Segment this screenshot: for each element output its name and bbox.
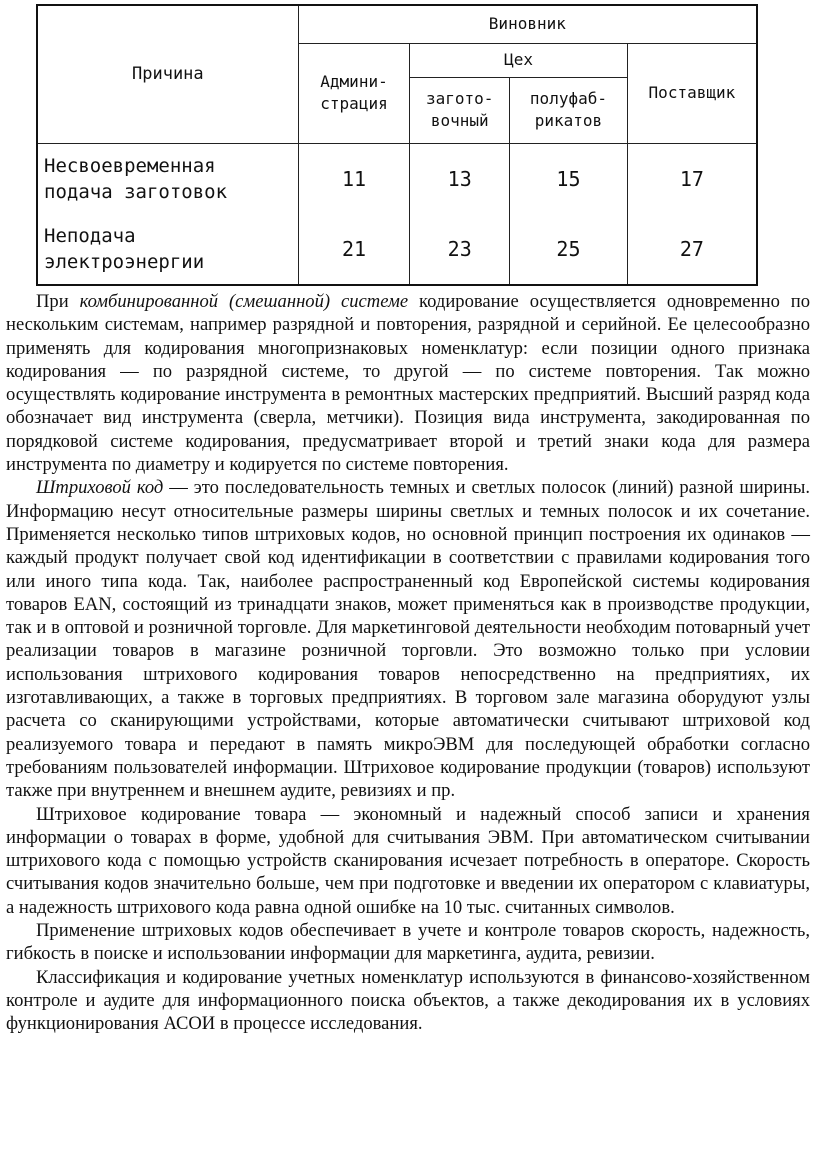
cell-admin: 11	[298, 143, 410, 214]
cell-admin: 21	[298, 214, 410, 285]
paragraph-text: — это последовательность темных и светлых полосок (линий) разной ширины. Информацию несут относительные размеры ширины светлых и темных полосок и их сочетание. Применяется несколько типов штриховых кодов, но основной принцип построения их одинаков — каждый продукт получает свой код идентификации в соответствии с правилами кодирования того или иного типа кода. Так, наиболее распространенный код Европейской системы кодирования товаров EAN, состоящий из тринадцати знаков, может применяться как в производстве продукции, так и в оптовой и розничной торговле. Для маркетинговой деятельности необходим потоварный учет реализации товаров в магазине розничной торговли. Это возможно только при условии использования штрихового кодирования товаров непосредственно на предприятиях, их изготавливающих, а также в торговых предприятиях. В торговом зале магазина оборудуют узлы расчета со сканирующими устройствами, которые автоматически считывают штриховой код реализуемого товара и передают в память микроЭВМ для последующей обработки согласно требованиям пользователей информации. Штриховое кодирование продукции (товаров) используют также при внутреннем и внешнем аудите, ревизиях и пр.	[6, 477, 810, 802]
culprit-table-container	[36, 4, 758, 286]
header-admin: Админи- страция	[298, 43, 410, 143]
paragraph-barcode-benefits: Применение штриховых кодов обеспечивает в учете и контроле товаров скорость, надежность, гибкость в поиске и использовании информации для маркетинга, аудита, ревизии.	[6, 920, 810, 965]
row-cause: Несвоевременная подача заготовок	[37, 143, 298, 214]
header-procurement: загото- вочный	[410, 77, 510, 143]
cell-semi: 15	[510, 143, 628, 214]
paragraph-combined-system	[6, 290, 810, 476]
header-cause: Причина	[37, 5, 298, 143]
body-text	[6, 290, 810, 1036]
table-row	[37, 214, 757, 285]
cell-procurement: 13	[410, 143, 510, 214]
paragraph-classification: Классификация и кодирование учетных номенклатур используются в финансово-хозяйственном контроле и аудите для информационного поиска объектов, а также декодирования их в условиях функционирования АСОИ в процессе исследования.	[6, 966, 810, 1035]
table-row	[37, 143, 757, 214]
cell-supplier: 17	[627, 143, 757, 214]
paragraph-barcode-coding: Штриховое кодирование товара — экономный и надежный способ записи и хранения информации о товарах в форме, удобной для считывания ЭВМ. При автоматическом считывании штрихового кода с помощью устройств сканирования исчезает потребность в операторе. Скорость считывания кодов значительно больше, чем при подготовке и введении их оператором с клавиатуры, а надежность штрихового кода равна одной ошибке на 10 тыс. считанных символов.	[6, 803, 810, 918]
header-culprit: Виновник	[298, 5, 757, 43]
term-combined-system: комбинированной (смешанной) системе	[79, 291, 409, 312]
cell-semi: 25	[510, 214, 628, 285]
row-cause: Неподача электроэнергии	[37, 214, 298, 285]
cell-procurement: 23	[410, 214, 510, 285]
culprit-table	[36, 4, 758, 286]
term-barcode: Штриховой код	[36, 477, 164, 499]
paragraph-text: При	[36, 291, 80, 312]
paragraph-barcode	[6, 476, 810, 802]
header-shop: Цех	[410, 43, 627, 77]
header-semi: полуфаб- рикатов	[510, 77, 628, 143]
header-supplier: Поставщик	[627, 43, 757, 143]
paragraph-text: кодирование осуществляется одновременно по нескольким системам, например разрядной и повторения, разрядной и серийной. Ее целесообразно применять для кодирования многопризнаковых номенклатур: если позиции одного признака кодирования — по разрядной системе, то другой — по системе повторения. Так можно осуществлять кодирование инструмента в ремонтных мастерских предприятий. Высший разряд кода обозначает вид инструмента (сверла, метчики). Позиция вида инструмента, закодированная по порядковой системе кодирования, предусматривает второй и третий знаки кода для размера инструмента по диаметру и кодируется по системе повторения.	[6, 291, 811, 476]
cell-supplier: 27	[627, 214, 757, 285]
